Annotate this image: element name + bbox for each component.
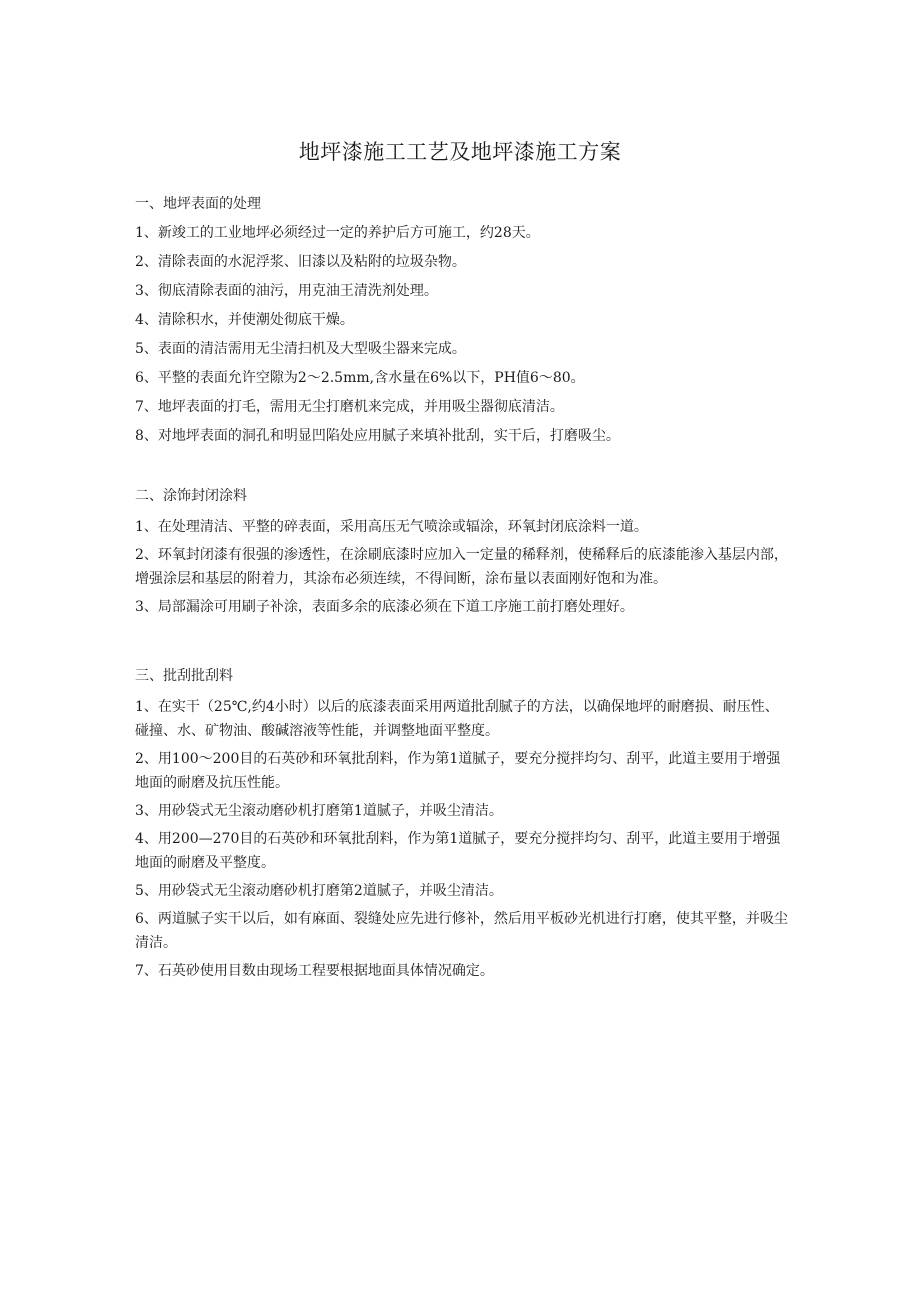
list-item: 1、新竣工的工业地坪必须经过一定的养护后方可施工，约28天。 [135, 225, 540, 241]
list-item: 6、两道腻子实干以后，如有麻面、裂缝处应先进行修补，然后用平板砂光机进行打磨，使其平整，并吸尘清洁。 [135, 911, 788, 951]
list-item: 1、在处理清洁、平整的碎表面，采用高压无气喷涂或辐涂，环氧封闭底涂料一道。 [135, 519, 648, 535]
list-item: 2、环氧封闭漆有很强的渗透性，在涂刷底漆时应加入一定量的稀释剂，使稀释后的底漆能渗入基层内部，增强涂层和基层的附着力，其涂布必须连续，不得间断，涂布量以表面刚好饱和为准。 [135, 547, 788, 587]
section-heading: 一、地坪表面的处理 [135, 196, 261, 212]
list-item: 2、用100～200目的石英砂和环氧批刮料，作为第1道腻子，要充分搅拌均匀、刮平，此道主要用于增强地面的耐磨及抗压性能。 [135, 751, 781, 791]
section-heading: 三、批刮批刮料 [135, 668, 233, 684]
list-item: 7、地坪表面的打毛，需用无尘打磨机来完成，并用吸尘器彻底清洁。 [135, 399, 564, 415]
list-item: 6、平整的表面允许空隙为2～2.5mm,含水量在6%以下，PH值6～80。 [135, 370, 585, 386]
section-putty-scraping [135, 666, 790, 987]
list-item: 5、表面的清洁需用无尘清扫机及大型吸尘器来完成。 [135, 341, 466, 357]
list-item: 3、局部漏涂可用刷子补涂，表面多余的底漆必须在下道工序施工前打磨处理好。 [135, 599, 634, 615]
list-item: 3、彻底清除表面的油污，用克油王清洗剂处理。 [135, 283, 438, 299]
section-surface-treatment [135, 194, 790, 455]
list-item: 3、用砂袋式无尘滚动磨砂机打磨第1道腻子，并吸尘清洁。 [135, 803, 503, 819]
list-item: 2、清除表面的水泥浮浆、旧漆以及粘附的垃圾杂物。 [135, 254, 466, 270]
section-sealing-coating [135, 486, 790, 623]
list-item: 5、用砂袋式无尘滚动磨砂机打磨第2道腻子，并吸尘清洁。 [135, 883, 503, 899]
list-item: 1、在实干（25℃,约4小时）以后的底漆表面采用两道批刮腻子的方法，以确保地坪的耐磨损、耐压性、碰撞、水、矿物油、酸碱溶液等性能，并调整地面平整度。 [135, 699, 779, 739]
list-item: 4、用200—270目的石英砂和环氧批刮料，作为第1道腻子，要充分搅拌均匀、刮平，此道主要用于增强地面的耐磨及平整度。 [135, 831, 781, 871]
list-item: 8、对地坪表面的洞孔和明显凹陷处应用腻子来填补批刮，实干后，打磨吸尘。 [135, 428, 620, 444]
document-title: 地坪漆施工工艺及地坪漆施工方案 [298, 140, 622, 164]
list-item: 4、清除积水，并使潮处彻底干燥。 [135, 312, 354, 328]
section-heading: 二、涂饰封闭涂料 [135, 488, 247, 504]
list-item: 7、石英砂使用目数由现场工程要根据地面具体情况确定。 [135, 963, 494, 979]
